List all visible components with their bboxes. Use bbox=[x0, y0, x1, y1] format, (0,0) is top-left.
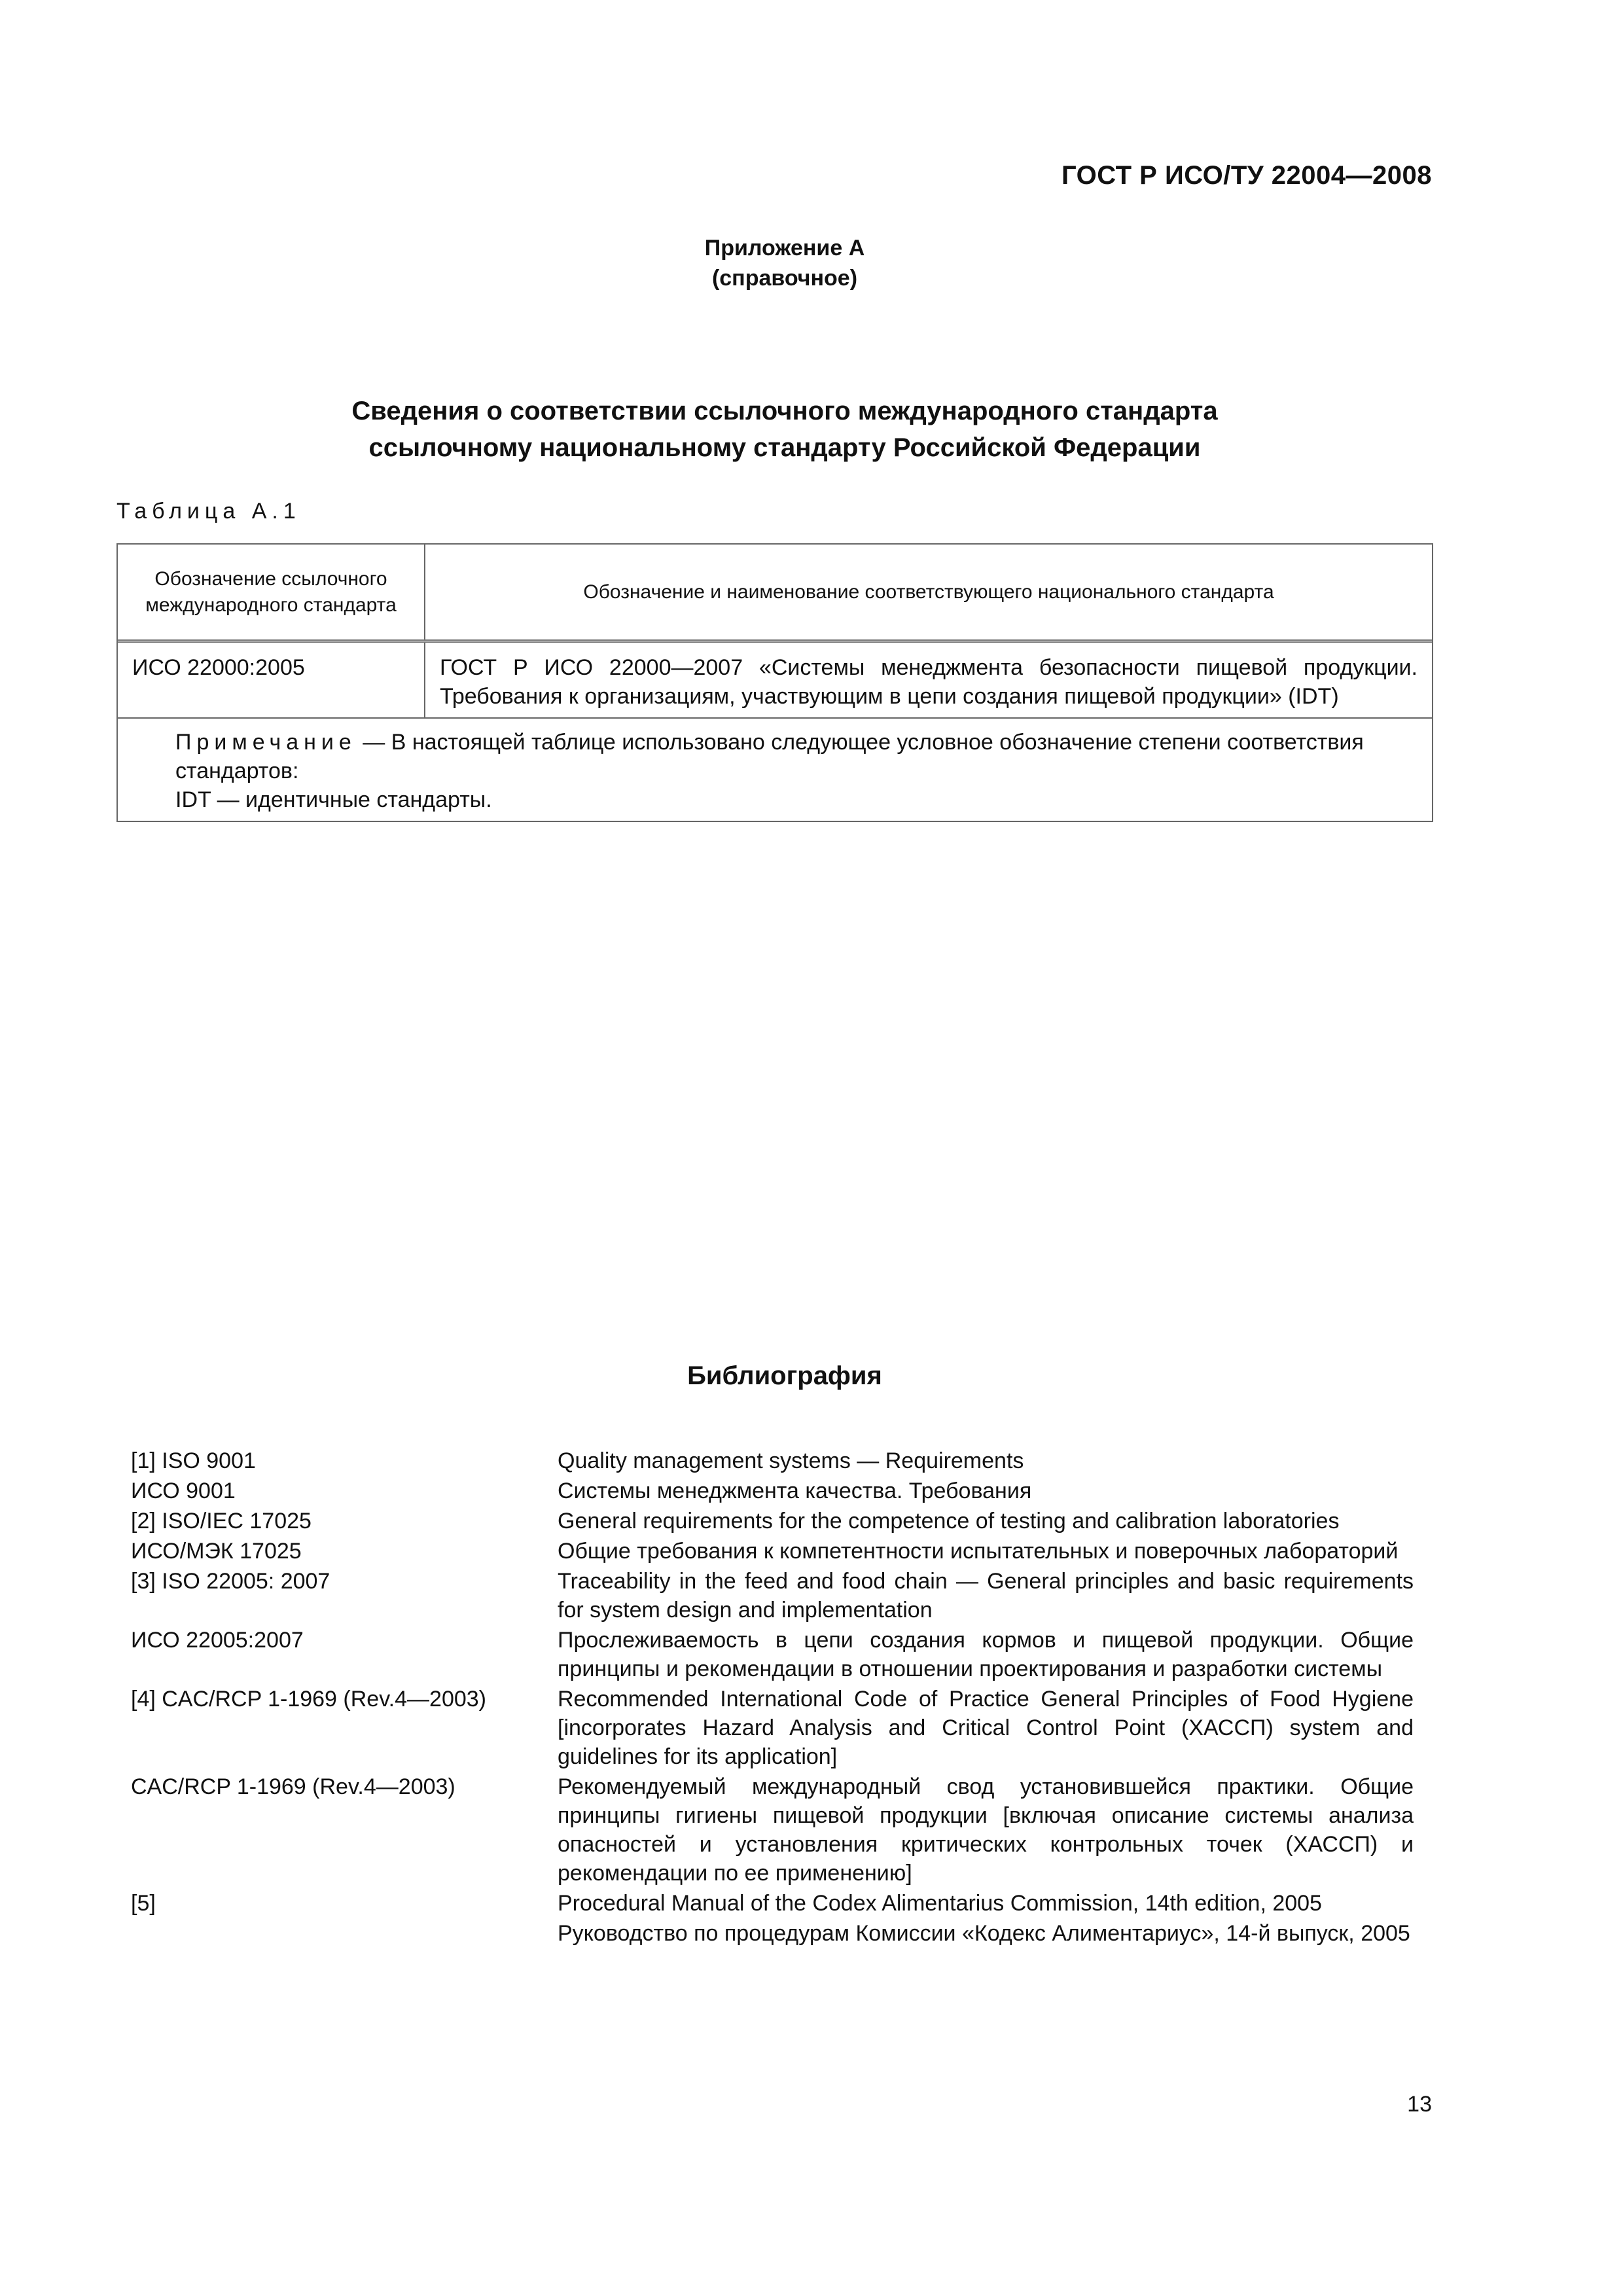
bibliography-title-text: Procedural Manual of the Codex Alimentarius Commission, 14th edition, 2005 bbox=[558, 1891, 1322, 1916]
bibliography-entry bbox=[131, 1685, 1414, 1771]
bibliography-title-text: Общие требования к компетентности испытательных и поверочных лабораторий bbox=[558, 1539, 1399, 1564]
appendix-type: (справочное) bbox=[711, 266, 858, 291]
document-code: ГОСТ Р ИСО/ТУ 22004—2008 bbox=[1061, 161, 1432, 190]
table-cell-national: ГОСТ Р ИСО 22000—2007 «Системы менеджмента безопасности пищевой продукции. Требования к организациям, участвующим в цепи создания пищевой продукции» (IDT) bbox=[440, 655, 1418, 709]
table-header-national: Обозначение и наименование соответствующего национального стандарта bbox=[583, 581, 1274, 603]
table-header-reference: Обозначение ссылочного международного стандарта bbox=[118, 545, 425, 639]
bibliography-entry bbox=[131, 1889, 1414, 1918]
table-label: Таблица А.1 bbox=[116, 499, 301, 524]
table-note-line2: IDT — идентичные стандарты. bbox=[175, 787, 492, 812]
section-title bbox=[0, 393, 1569, 466]
table-note-label: Примечание bbox=[175, 730, 357, 755]
bibliography-title-text: Quality management systems — Requirements bbox=[558, 1448, 1024, 1473]
bibliography-title-text: Рекомендуемый международный свод установившейся практики. Общие принципы гигиены пищевой продукции [включая описание системы анализа опасностей и установления критических контрольных точек (ХАССП) и рекомендации по ее применению] bbox=[558, 1774, 1414, 1886]
appendix-heading bbox=[0, 233, 1569, 293]
page-number: 13 bbox=[1407, 2092, 1432, 2117]
bibliography-entry bbox=[131, 1537, 1414, 1566]
bibliography-ref: [5] bbox=[131, 1891, 156, 1916]
bibliography-ref bbox=[131, 1919, 558, 1948]
bibliography-entry bbox=[131, 1772, 1414, 1888]
bibliography-ref: [2] ISO/IEC 17025 bbox=[131, 1509, 312, 1534]
bibliography-entry bbox=[131, 1626, 1414, 1683]
bibliography-ref: ИСО 22005:2007 bbox=[131, 1628, 304, 1653]
table-note-text: — В настоящей таблице использовано следующее условное обозначение степени соответствия стандартов: bbox=[175, 730, 1364, 783]
table-cell-reference: ИСО 22000:2005 bbox=[118, 643, 425, 717]
bibliography-ref: [1] ISO 9001 bbox=[131, 1448, 256, 1473]
bibliography-ref: ИСО 9001 bbox=[131, 1479, 236, 1503]
bibliography-title: Библиография bbox=[687, 1361, 882, 1390]
section-title-line1: Сведения о соответствии ссылочного международного стандарта bbox=[351, 397, 1218, 425]
bibliography-entry bbox=[131, 1507, 1414, 1535]
bibliography-title-text: Прослеживаемость в цепи создания кормов и пищевой продукции. Общие принципы и рекомендации в отношении проектирования и разработки системы bbox=[558, 1628, 1414, 1681]
bibliography-ref: ИСО/МЭК 17025 bbox=[131, 1539, 302, 1564]
bibliography-entry bbox=[131, 1446, 1414, 1475]
bibliography-title-text: Traceability in the feed and food chain — General principles and basic requirements for system design and implementation bbox=[558, 1569, 1414, 1623]
bibliography-title-text: General requirements for the competence of testing and calibration laboratories bbox=[558, 1509, 1340, 1534]
table-header-row bbox=[118, 545, 1432, 643]
bibliography-ref: [3] ISO 22005: 2007 bbox=[131, 1569, 330, 1594]
bibliography-ref: CAC/RCP 1-1969 (Rev.4—2003) bbox=[131, 1774, 455, 1799]
bibliography-entry bbox=[131, 1919, 1414, 1948]
appendix-title: Приложение А bbox=[704, 236, 865, 260]
bibliography-entry bbox=[131, 1567, 1414, 1624]
bibliography-entry bbox=[131, 1477, 1414, 1505]
bibliography-title-text: Системы менеджмента качества. Требования bbox=[558, 1479, 1032, 1503]
section-title-line2: ссылочному национальному стандарту Российской Федерации bbox=[368, 433, 1201, 462]
bibliography-ref: [4] CAC/RCP 1-1969 (Rev.4—2003) bbox=[131, 1687, 486, 1712]
bibliography-title-text: Recommended International Code of Practice General Principles of Food Hygiene [incorporates Hazard Analysis and Critical Control Point (ХАССП) system and guidelines for its application] bbox=[558, 1687, 1414, 1769]
bibliography-list bbox=[131, 1446, 1414, 1949]
correspondence-table bbox=[116, 543, 1433, 822]
table-note bbox=[118, 719, 1432, 821]
table-row bbox=[118, 643, 1432, 719]
bibliography-title-text: Руководство по процедурам Комиссии «Кодекс Алиментариус», 14-й выпуск, 2005 bbox=[558, 1921, 1410, 1946]
